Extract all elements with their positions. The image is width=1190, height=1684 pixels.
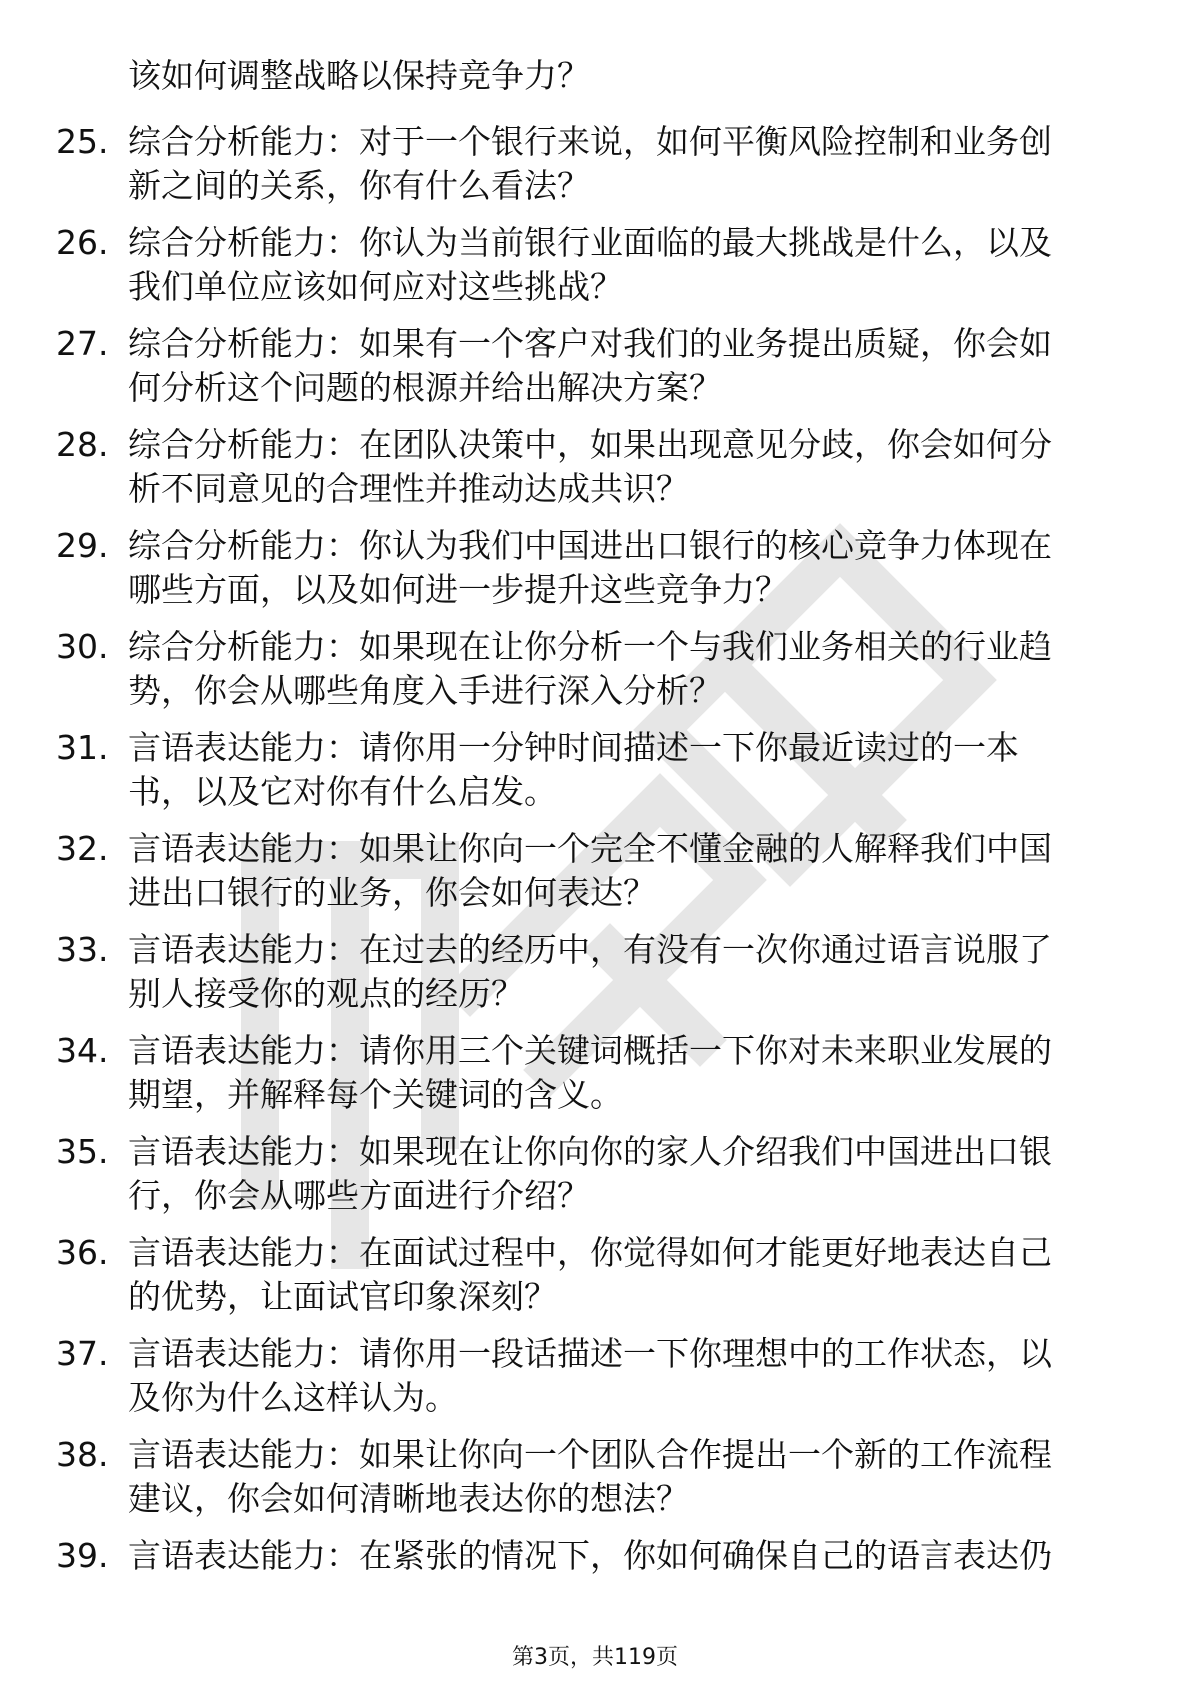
question-text-line: 言语表达能力：在紧张的情况下，你如何确保自己的语言表达仍 xyxy=(128,1536,1052,1575)
question-text-line: 综合分析能力：你认为当前银行业面临的最大挑战是什么，以及 xyxy=(128,223,1052,262)
question-text-line: 我们单位应该如何应对这些挑战？ xyxy=(128,267,623,306)
question-item xyxy=(0,322,1190,423)
question-text xyxy=(128,1029,1052,1117)
question-text xyxy=(128,1231,1052,1319)
question-item xyxy=(0,1332,1190,1433)
question-number: 38. xyxy=(56,1435,109,1474)
question-item xyxy=(0,1231,1190,1332)
question-text xyxy=(128,1332,1052,1420)
question-text-line: 综合分析能力：你认为我们中国进出口银行的核心竞争力体现在 xyxy=(128,526,1052,565)
question-text-line: 言语表达能力：如果让你向一个团队合作提出一个新的工作流程 xyxy=(128,1435,1052,1474)
question-number: 26. xyxy=(56,223,109,262)
question-text-line: 言语表达能力：在过去的经历中，有没有一次你通过语言说服了 xyxy=(128,930,1052,969)
question-text-line: 言语表达能力：如果让你向一个完全不懂金融的人解释我们中国 xyxy=(128,829,1052,868)
question-item xyxy=(0,625,1190,726)
question-item xyxy=(0,928,1190,1029)
question-text-line: 行，你会从哪些方面进行介绍？ xyxy=(128,1176,590,1215)
question-number: 37. xyxy=(56,1334,109,1373)
question-text-line: 别人接受你的观点的经历？ xyxy=(128,974,524,1013)
question-text-line: 综合分析能力：在团队决策中，如果出现意见分歧，你会如何分 xyxy=(128,425,1052,464)
question-number: 39. xyxy=(56,1536,109,1575)
question-number: 30. xyxy=(56,627,109,666)
question-text xyxy=(128,726,1019,814)
question-text xyxy=(128,1534,1052,1578)
question-text-line: 及你为什么这样认为。 xyxy=(128,1378,458,1417)
page-footer: 第3页，共119页 xyxy=(512,1645,678,1670)
question-text-line: 言语表达能力：请你用三个关键词概括一下你对未来职业发展的 xyxy=(128,1031,1052,1070)
question-text xyxy=(128,928,1052,1016)
question-number: 29. xyxy=(56,526,109,565)
question-text-line: 新之间的关系，你有什么看法？ xyxy=(128,166,590,205)
question-number: 31. xyxy=(56,728,109,767)
question-text xyxy=(128,221,1052,309)
question-number: 34. xyxy=(56,1031,109,1070)
question-text xyxy=(128,524,1052,612)
question-text-line: 言语表达能力：如果现在让你向你的家人介绍我们中国进出口银 xyxy=(128,1132,1052,1171)
question-text xyxy=(128,322,1052,410)
question-item xyxy=(0,1029,1190,1130)
question-text-line: 的优势，让面试官印象深刻？ xyxy=(128,1277,557,1316)
continuation-text: 该如何调整战略以保持竞争力？ xyxy=(128,56,590,95)
question-number: 35. xyxy=(56,1132,109,1171)
question-item xyxy=(0,1130,1190,1231)
question-text-line: 综合分析能力：如果有一个客户对我们的业务提出质疑，你会如 xyxy=(128,324,1052,363)
question-text-line: 期望，并解释每个关键词的含义。 xyxy=(128,1075,623,1114)
question-number: 27. xyxy=(56,324,109,363)
question-item xyxy=(0,827,1190,928)
question-number: 33. xyxy=(56,930,109,969)
question-text xyxy=(128,625,1052,713)
question-item xyxy=(0,1534,1190,1635)
question-item xyxy=(0,120,1190,221)
question-text xyxy=(128,827,1052,915)
question-text-line: 建议，你会如何清晰地表达你的想法？ xyxy=(128,1479,689,1518)
question-item xyxy=(0,221,1190,322)
question-number: 36. xyxy=(56,1233,109,1272)
question-text-line: 书，以及它对你有什么启发。 xyxy=(128,772,557,811)
question-item xyxy=(0,726,1190,827)
question-text-line: 进出口银行的业务，你会如何表达？ xyxy=(128,873,656,912)
question-text-line: 析不同意见的合理性并推动达成共识？ xyxy=(128,469,689,508)
question-number: 28. xyxy=(56,425,109,464)
question-text-line: 言语表达能力：在面试过程中，你觉得如何才能更好地表达自己 xyxy=(128,1233,1052,1272)
question-item xyxy=(0,423,1190,524)
question-item xyxy=(0,524,1190,625)
question-text-line: 综合分析能力：如果现在让你分析一个与我们业务相关的行业趋 xyxy=(128,627,1052,666)
question-text-line: 综合分析能力：对于一个银行来说，如何平衡风险控制和业务创 xyxy=(128,122,1052,161)
question-list xyxy=(0,120,1190,1635)
question-text-line: 言语表达能力：请你用一段话描述一下你理想中的工作状态，以 xyxy=(128,1334,1052,1373)
question-text xyxy=(128,423,1052,511)
question-number: 32. xyxy=(56,829,109,868)
question-text xyxy=(128,120,1052,208)
question-text xyxy=(128,1433,1052,1521)
question-text-line: 势，你会从哪些角度入手进行深入分析？ xyxy=(128,671,722,710)
question-number: 25. xyxy=(56,122,109,161)
question-item xyxy=(0,1433,1190,1534)
question-text xyxy=(128,1130,1052,1218)
question-text-line: 哪些方面，以及如何进一步提升这些竞争力？ xyxy=(128,570,788,609)
question-text-line: 言语表达能力：请你用一分钟时间描述一下你最近读过的一本 xyxy=(128,728,1019,767)
question-text-line: 何分析这个问题的根源并给出解决方案？ xyxy=(128,368,722,407)
